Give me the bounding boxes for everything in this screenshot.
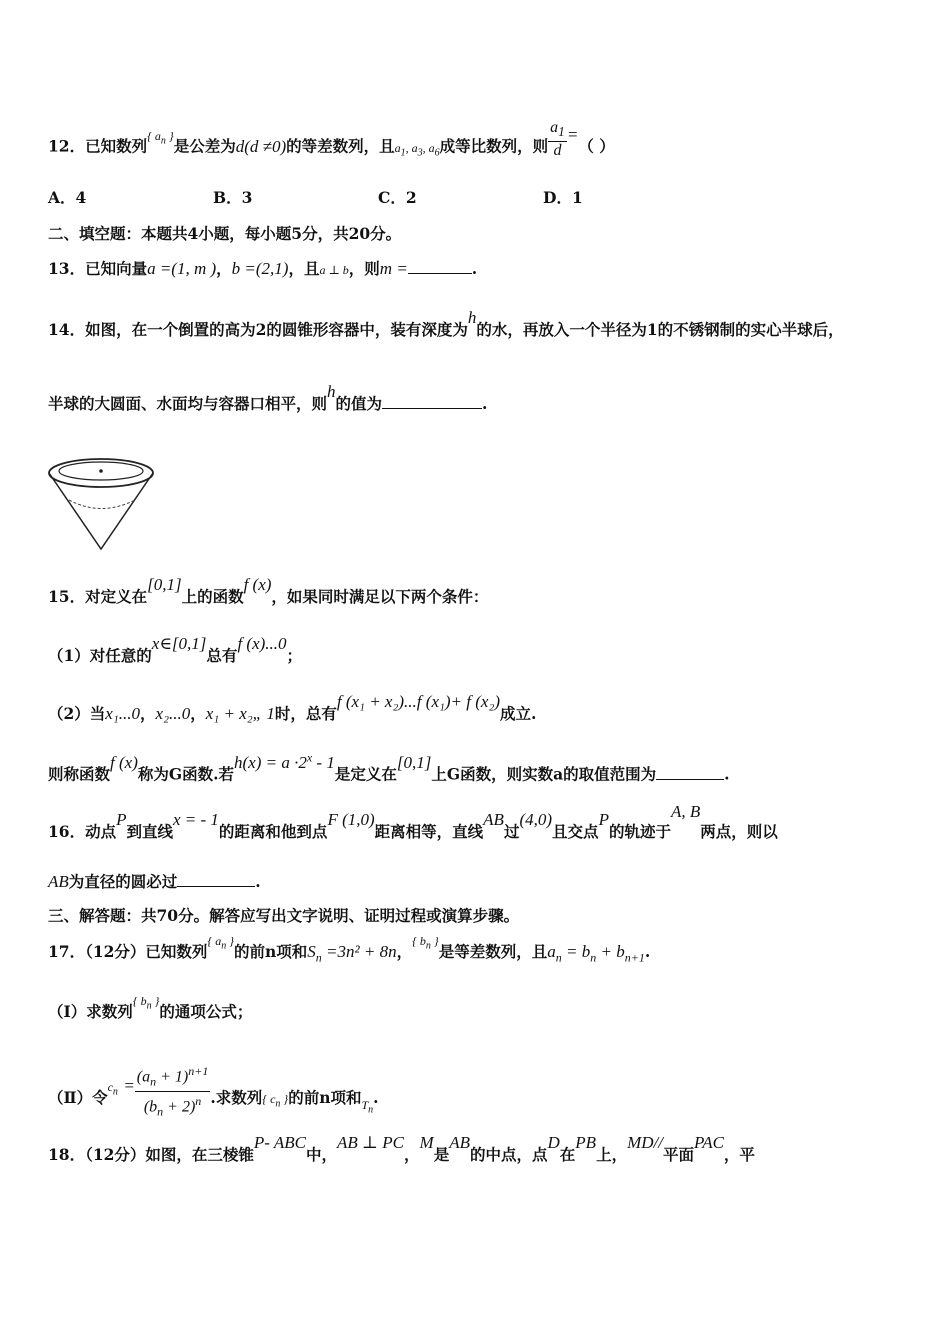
q16-t1: 到直线 [126, 822, 173, 841]
q13-t1: ，且 [288, 259, 320, 278]
answer-blank-14[interactable] [382, 394, 482, 409]
c3-t3: 上G函数，则实数a的取值范围为 [431, 764, 657, 784]
question-14-line2 [48, 382, 488, 414]
m-eq: m = [379, 259, 408, 278]
c3-t1: 称为G函数.若 [137, 764, 234, 784]
q17-t2: ， [396, 942, 413, 961]
q13-t2: ，则 [348, 259, 380, 278]
q15-end: . [724, 764, 730, 784]
fx-2: f (x) [110, 752, 138, 772]
q17-end: . [644, 942, 651, 961]
c2-a: x₁...0 [105, 704, 141, 723]
pabc: P- ABC [253, 1133, 306, 1152]
q18-t8: ，平 [723, 1145, 755, 1164]
q12-t3: 成等比数列，则 [439, 136, 549, 156]
section-3-heading: 三、解答题：共70分。解答应写出文字说明、证明过程或演算步骤。 [48, 906, 520, 925]
section-2-heading: 二、填空题：本题共4小题，每小题5分，共20分。 [48, 224, 402, 243]
c3-label: 则称函数 [48, 764, 111, 784]
q16-t6: 的轨迹于 [608, 822, 671, 841]
c1-end: ； [286, 646, 303, 665]
point-40: (4,0) [519, 810, 553, 829]
option-a[interactable]: A．4 [48, 188, 87, 207]
q15-t2: ，如果同时满足以下两个条件： [271, 587, 489, 606]
question-14-line1 [48, 308, 844, 340]
ab-2: AB [48, 872, 69, 891]
q17-label: 17．（12分）已知数列 [48, 942, 208, 961]
plane-pac: PAC [694, 1133, 724, 1152]
p1-t: 的通项公式； [159, 1002, 253, 1021]
q15-t1: 上的函数 [181, 587, 244, 606]
point-p-2: P [598, 810, 609, 829]
hemisphere-arc [69, 500, 135, 509]
center-dot [99, 469, 103, 473]
q18-t4: 的中点，点 [469, 1145, 548, 1164]
seq-cn: { $c_n$ } [262, 1092, 289, 1110]
q18-t7: 平面 [662, 1145, 694, 1164]
q18-t1: 中， [306, 1145, 338, 1164]
p2-t2: 的前n项和 [288, 1088, 362, 1108]
hx-expr: $h(x) = a \cdot 2^x - 1$ [234, 750, 335, 772]
question-17 [48, 934, 651, 965]
q16-line2: 为直径的圆必过 [68, 872, 178, 891]
q14-line1b: 的水，再放入一个半径为1的不锈钢制的实心半球后， [476, 320, 844, 339]
points-ab: A, B [670, 802, 701, 821]
terms: $a_1$, $a_3$, $a_6$ [394, 140, 440, 158]
question-13: 13．已知向量a =(1, m )，b =(2,1)，且a ⊥ b，则m = . [48, 259, 478, 278]
md-parallel: MD// [627, 1133, 663, 1152]
c1-t: 总有 [206, 646, 238, 665]
cn-eq: = [123, 1076, 135, 1096]
c3-t2: 是定义在 [334, 764, 397, 784]
q18-t6: 上， [596, 1145, 628, 1164]
q12-t2: 的等差数列，且 [286, 136, 395, 156]
cn-fraction: $\frac{(a_n + 1)^{n+1}}{(b_n + 2)^n}$ [136, 1064, 209, 1119]
option-c[interactable]: C．2 [378, 188, 417, 207]
d-expr: d(d ≠0) [235, 136, 287, 156]
p1-label: （Ⅰ）求数列 [48, 1002, 133, 1021]
q12-t4: （ ） [578, 136, 615, 156]
option-d[interactable]: D．1 [543, 188, 583, 207]
q16-t7: 两点，则以 [700, 822, 778, 841]
p2-label: （Ⅱ）令 [48, 1088, 108, 1108]
pb: PB [575, 1133, 597, 1152]
cone-rim [49, 459, 153, 487]
line-eq: x = - 1 [172, 810, 219, 829]
answer-blank-13[interactable] [408, 259, 472, 274]
question-15-cond2: （2）当x₁...0，x₂...0，x₁ + x₂„ 1时，总有f (x₁ + x₂)...f (x₁)+ f (x₂)成立. [48, 692, 537, 723]
question-17-part1 [48, 994, 253, 1023]
point-p: P [116, 810, 127, 829]
q16-end: . [255, 872, 261, 891]
tn-var: Tn [361, 1098, 374, 1116]
an-expr: $a_n = b_n + b_{n+1}$ [547, 942, 645, 965]
cone-figure [45, 455, 160, 555]
question-18 [48, 1133, 755, 1165]
fraction-a1-d: $\frac{a_1}{d}$ [550, 119, 565, 160]
vec-b: b =(2,1) [231, 259, 289, 278]
q13-end: . [471, 259, 478, 278]
question-17-part2 [48, 1064, 379, 1128]
q13-label: 13．已知向量 [48, 259, 148, 278]
seq-an: { an } [147, 128, 174, 146]
c2-end: 成立. [500, 704, 537, 723]
c2-t: 时，总有 [274, 704, 337, 723]
h-var: h [467, 308, 477, 327]
p2-end: . [373, 1088, 379, 1108]
c1-x: x∈[0,1] [151, 634, 207, 653]
ab-18: AB [449, 1133, 470, 1152]
seq-bn: { bn } [412, 934, 439, 952]
answer-blank-15[interactable] [656, 765, 724, 780]
sn-expr: $S_n =3n^2 + 8n$ [307, 942, 397, 965]
q18-label: 18．（12分）如图，在三棱锥 [48, 1145, 254, 1164]
q15-label: 15．对定义在 [48, 587, 148, 606]
q14-line1: 14．如图，在一个倒置的高为2的圆锥形容器中，装有深度为 [48, 320, 468, 339]
p2-t: .求数列 [210, 1088, 263, 1108]
h-var-2: h [327, 382, 336, 401]
cone-sides [49, 473, 153, 549]
seq-bn-2: { bn } [132, 994, 160, 1012]
q16-t5: 且交点 [552, 822, 599, 841]
point-m: M [419, 1133, 434, 1152]
point-f: F (1,0) [327, 810, 375, 829]
question-16-line2 [48, 870, 261, 892]
point-d: D [547, 1133, 560, 1152]
q18-t2: ， [404, 1145, 420, 1164]
q14-line2: 半球的大圆面、水面均与容器口相平，则 [48, 394, 328, 413]
eq-sign: = [566, 124, 579, 144]
q14-end: . [482, 394, 488, 413]
question-15 [48, 575, 489, 607]
interval: [0,1] [147, 575, 182, 594]
q16-t3: 距离相等，直线 [374, 822, 484, 841]
c2-b: x₂...0 [155, 704, 191, 723]
q12-t1: 是公差为 [173, 136, 236, 156]
ab-perp-pc: AB ⊥ PC [337, 1133, 404, 1152]
perp-cond: a ⊥ b [319, 263, 349, 277]
c2-f: f (x₁ + x₂)...f (x₁)+ f (x₂) [336, 692, 501, 711]
question-12 [48, 119, 615, 168]
q17-t3: 是等差数列，且 [438, 942, 548, 961]
option-b[interactable]: B．3 [213, 188, 253, 207]
q12-label: 12．已知数列 [48, 136, 148, 156]
q18-t3: 是 [433, 1145, 450, 1164]
question-15-cond1 [48, 634, 303, 666]
q17-t1: 的前n项和 [234, 942, 308, 961]
q18-t5: 在 [559, 1145, 576, 1164]
q16-t4: 过 [503, 822, 520, 841]
c2-label: （2）当 [48, 704, 106, 723]
c1-label: （1）对任意的 [48, 646, 152, 665]
c1-f: f (x)...0 [237, 634, 287, 653]
c2-c: x₁ + x₂„ 1 [205, 704, 275, 723]
question-16 [48, 802, 778, 842]
fx: f (x) [243, 575, 272, 594]
answer-blank-16[interactable] [177, 872, 255, 887]
interval-2: [0,1] [396, 752, 432, 772]
cn-var: cn [107, 1080, 118, 1098]
seq-an-17: { an } [207, 934, 235, 952]
vec-a: a =(1, m ) [147, 259, 217, 278]
q14-line2b: 的值为 [335, 394, 383, 413]
question-15-def [48, 750, 730, 785]
q16-label: 16．动点 [48, 822, 117, 841]
q16-t2: 的距离和他到点 [218, 822, 328, 841]
line-ab: AB [483, 810, 504, 829]
